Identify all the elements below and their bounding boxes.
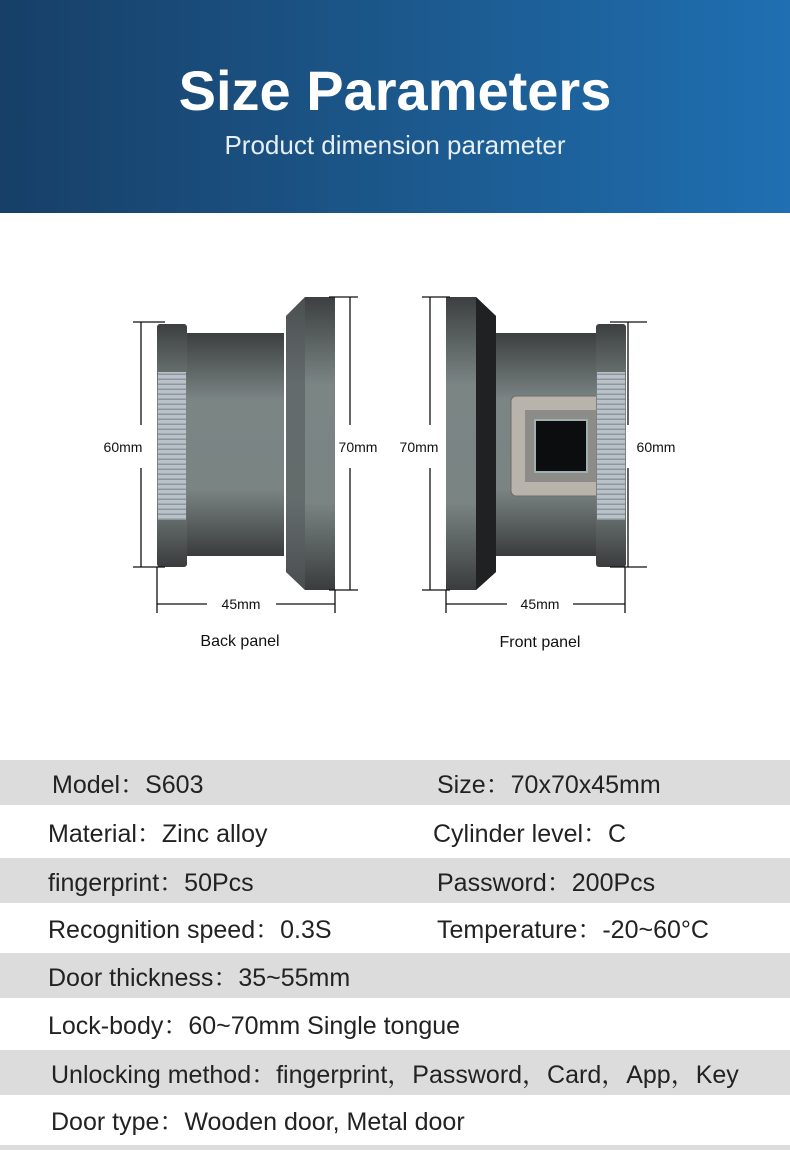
dimension-diagram	[0, 213, 790, 713]
front-depth-label: 45mm	[520, 596, 560, 612]
back-flange-height-label: 70mm	[338, 439, 378, 455]
knurl-grip	[158, 372, 186, 520]
back-body	[186, 333, 284, 556]
knurl-grip	[597, 372, 625, 520]
back-depth-label: 45mm	[221, 596, 261, 612]
spec-cylinder: Cylinder level：C	[433, 819, 627, 848]
back-panel-caption: Back panel	[200, 633, 280, 650]
spec-door-thickness: Door thickness：35~55mm	[48, 963, 351, 992]
spec-material: Material：Zinc alloy	[48, 819, 268, 848]
header-banner	[0, 0, 790, 213]
spec-row	[0, 858, 790, 903]
front-flange-height-label: 70mm	[399, 439, 439, 455]
spec-unlocking-method: Unlocking method：fingerprint，Password，Card，App，Key	[51, 1060, 739, 1089]
spec-recognition-speed: Recognition speed：0.3S	[48, 916, 332, 944]
spec-row-divider	[0, 1145, 790, 1150]
spec-model: Model：S603	[52, 770, 204, 799]
spec-row	[0, 953, 790, 998]
back-panel-drawing	[157, 297, 335, 590]
spec-row	[0, 805, 790, 858]
back-ring-height-label: 60mm	[103, 439, 143, 455]
spec-row	[0, 998, 790, 1050]
spec-temperature: Temperature：-20~60°C	[437, 916, 709, 944]
spec-row	[0, 1095, 790, 1145]
spec-fingerprint: fingerprint：50Pcs	[48, 868, 254, 897]
page-subtitle: Product dimension parameter	[224, 130, 566, 160]
front-ring-height-label: 60mm	[636, 439, 676, 455]
spec-row	[0, 1050, 790, 1095]
fingerprint-sensor	[535, 420, 587, 472]
spec-row	[0, 760, 790, 805]
spec-door-type: Door type：Wooden door, Metal door	[51, 1108, 465, 1136]
front-panel-drawing	[446, 297, 626, 590]
spec-password: Password：200Pcs	[437, 868, 656, 897]
page-title: Size Parameters	[178, 59, 612, 122]
spec-lock-body: Lock-body：60~70mm Single tongue	[48, 1012, 461, 1040]
spec-row	[0, 903, 790, 953]
spec-size: Size：70x70x45mm	[437, 770, 661, 799]
front-panel-caption: Front panel	[499, 634, 581, 651]
